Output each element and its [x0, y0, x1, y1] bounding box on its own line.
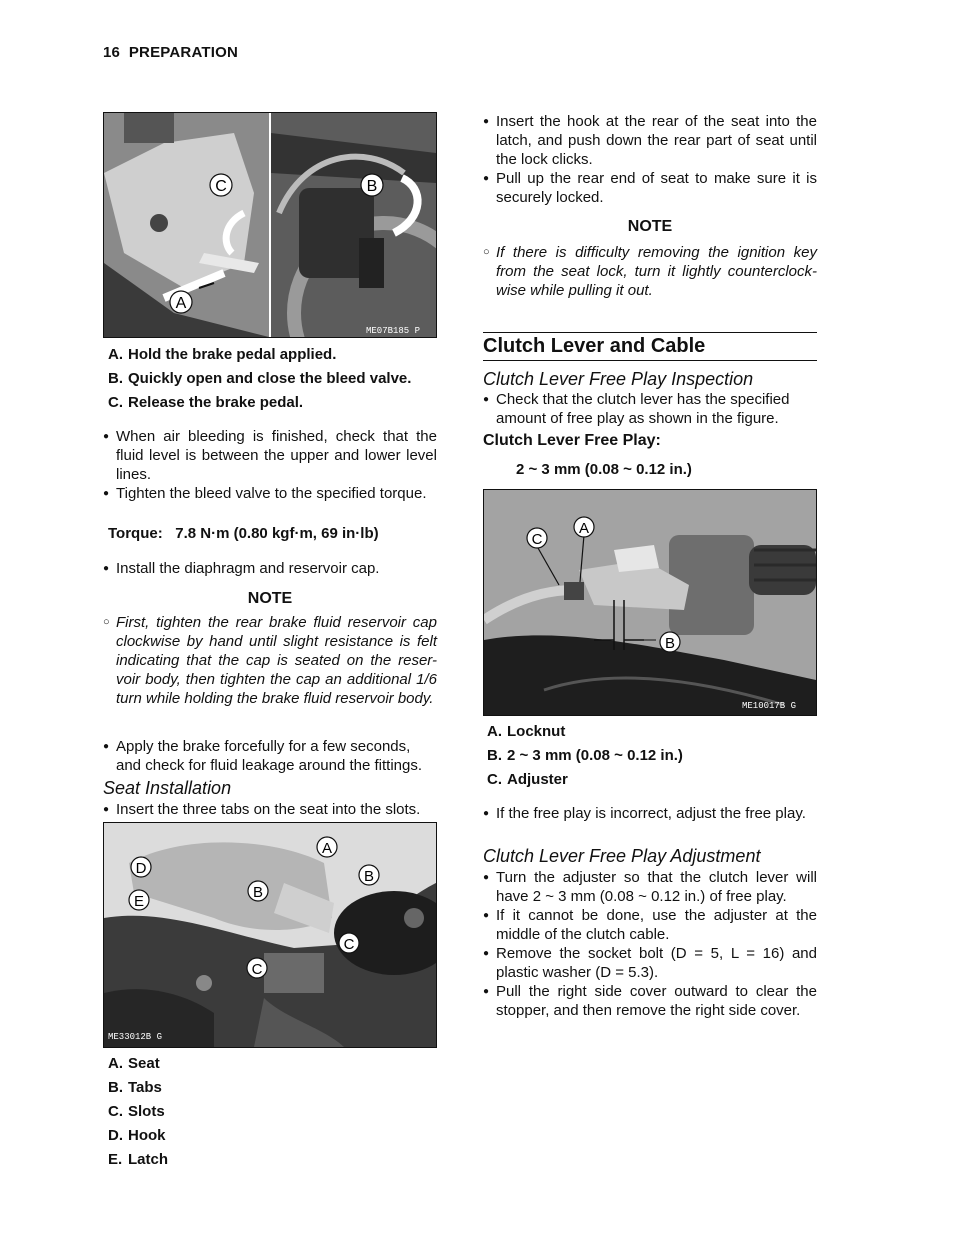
figure-code: ME07B185 P: [366, 326, 421, 336]
leak-check: [103, 737, 437, 775]
page-number: 16: [103, 44, 121, 61]
seat-lock-instructions: [483, 112, 817, 207]
list-item: ● Check that the clutch lever has the specified amount of free play as shown in the figure.: [483, 390, 817, 428]
caption-b: B. Quickly open and close the bleed valve.: [108, 370, 412, 387]
figure-code: ME33012B G: [108, 1032, 163, 1042]
svg-text:B: B: [366, 178, 378, 195]
svg-text:A: A: [175, 295, 187, 312]
note-block: [483, 243, 817, 300]
caption-e: E. Latch: [108, 1151, 169, 1168]
note-title: NOTE: [627, 218, 673, 235]
free-play-check: [483, 804, 817, 823]
brake-bleed-figure: [103, 112, 437, 338]
list-item: ● If it cannot be done, use the adjuster at the middle of the clutch cable.: [483, 906, 817, 944]
clutch-captions: [483, 720, 817, 792]
figure-label-b: [359, 865, 379, 885]
caption-a: A. Hold the brake pedal applied.: [108, 346, 337, 363]
figure-label-b: [248, 881, 268, 901]
seat-instruction: [103, 800, 437, 819]
figure-label-c: [527, 528, 547, 548]
figure-label-c: [210, 174, 232, 196]
adjustment-heading: Clutch Lever Free Play Adjustment: [483, 846, 761, 866]
figure-code: ME10017B G: [742, 701, 797, 711]
figure-label-a: [170, 291, 192, 313]
torque-value: 7.8 N·m (0.80 kgf·m, 69 in·lb): [175, 525, 379, 542]
svg-text:E: E: [133, 893, 145, 910]
torque-label: Torque:: [108, 525, 163, 542]
list-item: ● Apply the brake forcefully for a few seconds, and check for fluid leakage around the fittings.: [103, 737, 437, 775]
caption-a: A. Seat: [108, 1055, 160, 1072]
brake-bleed-captions: [103, 343, 437, 415]
figure-label-a: [574, 517, 594, 537]
svg-text:C: C: [531, 531, 543, 548]
svg-text:A: A: [321, 840, 333, 857]
note-text: ○ First, tighten the rear brake fluid reservoir cap clockwise by hand until slight resistance is felt indicating that the cap is seated on the reser-voir body, then tighten the cap an additional 1/6 turn while holding the brake fluid reservoir body.: [103, 613, 437, 708]
list-item: ● Insert the hook at the rear of the seat into the latch, and push down the rear part of seat until the lock clicks.: [483, 112, 817, 169]
list-item: ● Install the diaphragm and reservoir cap.: [103, 559, 437, 578]
figure-label-b: [361, 174, 383, 196]
svg-text:B: B: [363, 868, 375, 885]
list-item: ● When air bleeding is finished, check that the fluid level is between the upper and lower level lines.: [103, 427, 437, 484]
inspection-instruction: [483, 390, 817, 428]
figure-label-d: [131, 857, 151, 877]
figure-label-c: [339, 933, 359, 953]
caption-c: C. Release the brake pedal.: [108, 394, 304, 411]
svg-text:B: B: [664, 635, 676, 652]
caption-c: C. Adjuster: [487, 771, 568, 788]
svg-text:B: B: [252, 884, 264, 901]
note-text: ○ If there is difficulty removing the ignition key from the seat lock, turn it lightly counterclock-wise while pulling it out.: [483, 243, 817, 300]
caption-a: A. Locknut: [487, 723, 566, 740]
caption-c: C. Slots: [108, 1103, 165, 1120]
list-item: ● Insert the three tabs on the seat into the slots.: [103, 800, 437, 819]
figure-label-a: [317, 837, 337, 857]
svg-text:C: C: [251, 961, 263, 978]
caption-d: D. Hook: [108, 1127, 166, 1144]
caption-b: B. 2 ~ 3 mm (0.08 ~ 0.12 in.): [487, 747, 683, 764]
svg-text:A: A: [578, 520, 590, 537]
list-item: ● Tighten the bleed valve to the specified torque.: [103, 484, 437, 503]
page-header: [103, 44, 238, 61]
bleed-instructions: [103, 427, 437, 503]
list-item: ● If the free play is incorrect, adjust the free play.: [483, 804, 817, 823]
svg-text:C: C: [215, 178, 227, 195]
section-name: PREPARATION: [128, 44, 238, 61]
adjustment-instructions: [483, 868, 817, 1020]
free-play-label: Clutch Lever Free Play:: [483, 432, 661, 449]
list-item: ● Remove the socket bolt (D = 5, L = 16) and plastic washer (D = 5.3).: [483, 944, 817, 982]
svg-text:D: D: [135, 860, 147, 877]
seat-captions: [103, 1052, 437, 1172]
list-item: ● Pull up the rear end of seat to make sure it is securely locked.: [483, 169, 817, 207]
list-item: ● Turn the adjuster so that the clutch lever will have 2 ~ 3 mm (0.08 ~ 0.12 in.) of free play.: [483, 868, 817, 906]
note-block: [103, 613, 437, 708]
caption-b: B. Tabs: [108, 1079, 162, 1096]
section-title: Clutch Lever and Cable: [483, 332, 817, 361]
seat-installation-heading: Seat Installation: [103, 778, 232, 798]
seat-figure: [103, 822, 437, 1048]
list-item: ● Pull the right side cover outward to clear the stopper, and then remove the right side cover.: [483, 982, 817, 1020]
clutch-lever-figure: [483, 489, 817, 716]
svg-text:C: C: [343, 936, 355, 953]
note-title: NOTE: [247, 590, 293, 607]
inspection-heading: Clutch Lever Free Play Inspection: [483, 369, 754, 389]
reservoir-instructions: [103, 559, 437, 578]
figure-label-e: [129, 890, 149, 910]
figure-label-c: [247, 958, 267, 978]
torque-spec: [108, 525, 442, 542]
free-play-value: 2 ~ 3 mm (0.08 ~ 0.12 in.): [516, 461, 692, 478]
figure-label-b: [660, 632, 680, 652]
